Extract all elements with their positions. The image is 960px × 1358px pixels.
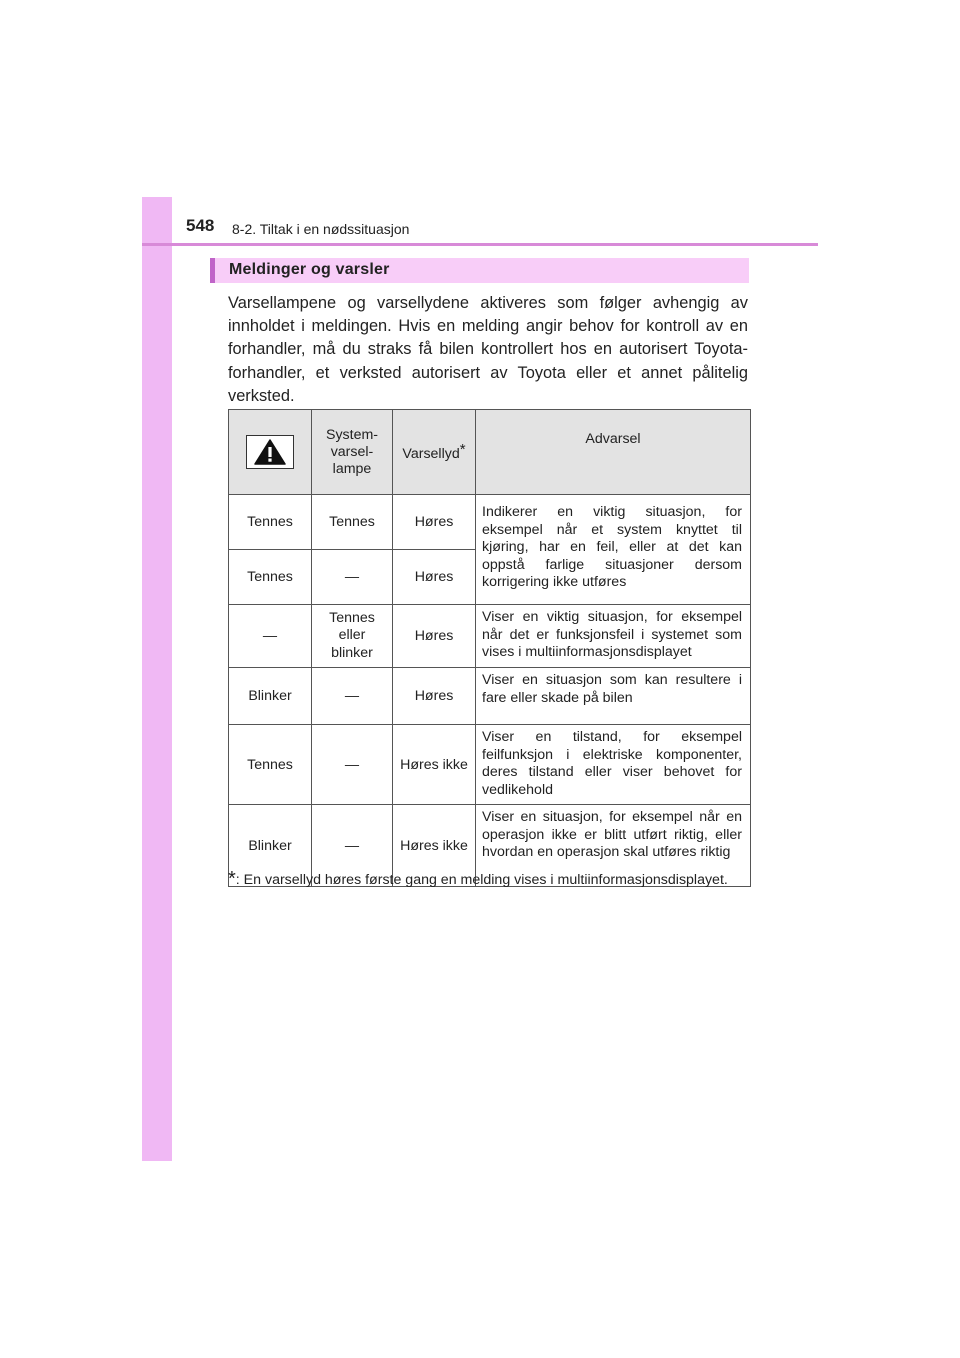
system-lamp-cell: — — [312, 668, 393, 725]
footnote-text: : En varsellyd høres første gang en melding vises i multiinformasjonsdisplayet. — [235, 872, 728, 888]
header-sound: Varsellyd* — [393, 410, 476, 495]
sound-cell: Høres ikke — [393, 725, 476, 805]
system-lamp-cell: Tennes eller blinker — [312, 605, 393, 668]
sound-cell: Høres — [393, 668, 476, 725]
chapter-title: 8-2. Tiltak i en nødssituasjon — [232, 221, 410, 237]
system-lamp-cell: — — [312, 725, 393, 805]
lamp-cell: Blinker — [229, 668, 312, 725]
lamp-cell: Tennes — [229, 550, 312, 605]
sound-cell: Høres — [393, 495, 476, 550]
header-warning-icon-cell — [229, 410, 312, 495]
system-lamp-cell: Tennes — [312, 495, 393, 550]
lamp-cell: Blinker — [229, 805, 312, 887]
header-rule — [142, 243, 818, 246]
table-row — [229, 725, 751, 805]
description-cell: Viser en situasjon som kan resultere i fare eller skade på bilen — [476, 668, 751, 725]
table-row — [229, 495, 751, 550]
table-row — [229, 668, 751, 725]
lamp-cell: Tennes — [229, 725, 312, 805]
intro-paragraph: Varsellampene og varsellydene aktiveres som følger avhengig av innholdet i meldingen. Hvis en melding angir behov for kontroll av en forhandler, må du straks få bilen kontrollert hos en autorisert Toyota-forhandler, et verksted autorisert av Toyota eller et annet pålitelig verksted. — [228, 294, 748, 405]
sound-cell: Høres ikke — [393, 805, 476, 887]
description-cell: Viser en viktig situasjon, for eksempel når det er funksjonsfeil i systemet som vises i multiinformasjonsdisplayet — [476, 605, 751, 668]
lamp-cell: Tennes — [229, 495, 312, 550]
warning-triangle-icon — [246, 435, 294, 469]
page-number: 548 — [186, 216, 215, 235]
system-lamp-cell: — — [312, 805, 393, 887]
message-table — [228, 409, 751, 887]
footnote — [228, 870, 746, 890]
sound-cell: Høres — [393, 605, 476, 668]
section-title: Meldinger og varsler — [229, 261, 390, 278]
table-header-row — [229, 410, 751, 495]
description-cell: Indikerer en viktig situasjon, for eksempel når et system knyttet til kjøring, har en feil, eller at det kan oppstå farlige situasjoner dersom korrigering ikke utføres — [476, 495, 751, 605]
header-warning: Advarsel — [476, 410, 751, 495]
sound-cell: Høres — [393, 550, 476, 605]
header-system-lamp: System- varsel- lampe — [312, 410, 393, 495]
table-row — [229, 605, 751, 668]
side-tab-bar — [142, 197, 172, 1161]
section-heading — [210, 258, 749, 283]
description-cell: Viser en tilstand, for eksempel feilfunksjon i elektriske komponenter, deres tilstand eller viser behovet for vedlikehold — [476, 725, 751, 805]
footnote-mark: * — [228, 868, 236, 890]
description-cell: Viser en situasjon, for eksempel når en operasjon ikke er blitt utført riktig, eller hvordan en operasjon skal utføres riktig — [476, 805, 751, 887]
system-lamp-cell: — — [312, 550, 393, 605]
lamp-cell: — — [229, 605, 312, 668]
